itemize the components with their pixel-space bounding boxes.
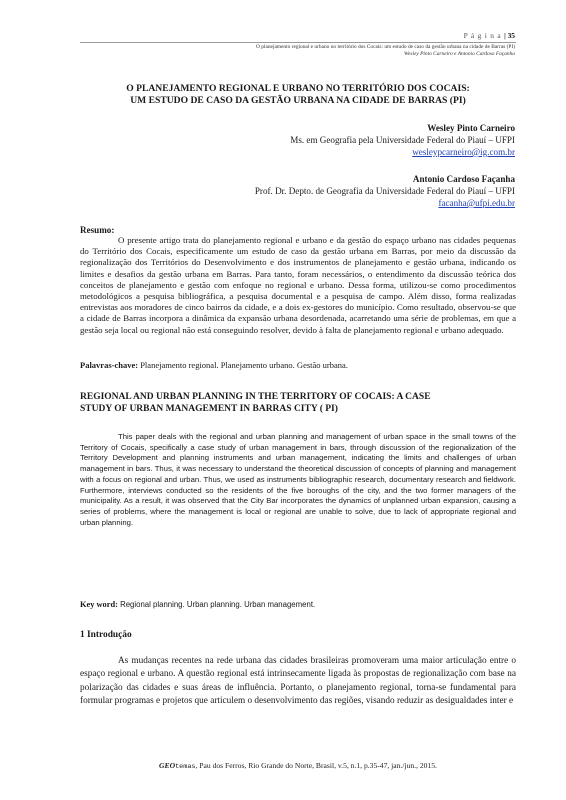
keywords-en (80, 600, 516, 609)
author-block-2 (255, 174, 515, 210)
resumo-label: Resumo: (80, 225, 115, 235)
title-en-line-2: STUDY OF URBAN MANAGEMENT IN BARRAS CITY ( PI) (80, 404, 338, 415)
article-title-en (80, 391, 516, 415)
article-title-pt (80, 83, 516, 108)
keywords-en-label: Key word: (80, 600, 118, 609)
resumo-section (80, 225, 516, 336)
introduction-heading: 1 Introdução (80, 630, 132, 640)
palavras-chave (80, 360, 516, 371)
running-title: O planejamento regional e urbano no território dos Cocais: um estudo de caso da gestão urbana na cidade de Barras (PI) (256, 44, 515, 50)
author-name: Wesley Pinto Carneiro (427, 123, 515, 133)
author-block-1 (290, 123, 515, 159)
page-footer (80, 761, 516, 771)
journal-name-geo: GEO (159, 761, 176, 770)
keywords-en-text: Regional planning. Urban planning. Urban management. (120, 600, 316, 609)
author-email-link[interactable]: facanha@ufpi.edu.br (438, 197, 515, 208)
journal-name-temas: temas (175, 763, 196, 771)
resumo-text: O presente artigo trata do planejamento regional e urbano e da gestão do espaço urbano nas cidades pequenas do Território dos Cocais, especificamente um estudo de caso da gestão urbana em Barras, por meio da discussão da regionalização dos Territórios do Desenvolvimento e dos instrumentos de planejamento e gestão urbana, indicando os limites e desafios da gestão urbana em Barras. Para tanto, foram necessários, o entendimento da discussão teórica dos conceitos de planejamento e gestão com enfoque no regional e urbano. Dessa forma, utilizou-se como procedimentos metodológicos a pesquisa bibliográfica, a pesquisa documental e a pesquisa de campo. Além disso, forma realizadas entrevistas aos moradores de cinco bairros da cidade, e a dois ex-gestores do município. Como resultado, observou-se que a cidade de Barras incorpora a dinâmica da expansão urbana desordenada, acarretando uma série de problemas, em que a gestão seja local ou regional não está conseguindo resolver, devido à falta de planejamento regional e urbano adequado. (80, 235, 516, 335)
abstract-en-text: This paper deals with the regional and urban planning and management of urban space in the small towns of the Territory of Cocais, specifically a case study of urban management in bars, through discussion of the regionalization of the Territory Development and planning instruments and urban management, indicating the limits and challenges of urban management in bars. Thus, it was necessary to understand the theoretical discussion of concepts of planning and management with a focus on regional and urban. Thus, we used as instruments bibliographic research, documentary research and fieldwork. Furthermore, interviews conducted so the residents of the five boroughs of the city, and the two former managers of the municipality. As a result, it was observed that the City Bar incorporates the dynamics of unplanned urban expansion, causing a series of problems, where the management is local or regional are unable to solve, due to lack of appropriate regional and urban planning. (80, 432, 516, 527)
author-affiliation: Ms. em Geografia pela Universidade Federal do Piauí – UFPI (290, 134, 515, 145)
running-authors: Wesley Pinto Carneiro e Antonio Cardoso Façanha (404, 51, 515, 57)
header-rule (80, 42, 516, 43)
introduction-text: As mudanças recentes na rede urbana das cidades brasileiras promoveram uma maior articulação entre o espaço regional e urbano. A questão regional está intrinsecamente ligada às propostas de regionalização com base na polarização das cidades e suas áreas de influência. Portanto, o planejamento regional, torna-se fundamental para formular programas e projetos que articulem o desenvolvimento das regiões, visando reduzir as desigualdades inter e (80, 656, 516, 706)
title-pt-line-1: O PLANEJAMENTO REGIONAL E URBANO NO TERRITÓRIO DOS COCAIS: (126, 83, 470, 94)
author-affiliation: Prof. Dr. Depto. de Geografia da Universidade Federal do Piauí – UFPI (254, 185, 515, 196)
palavras-chave-label: Palavras-chave: (80, 360, 139, 370)
author-name: Antonio Cardoso Façanha (412, 174, 515, 184)
title-pt-line-2: UM ESTUDO DE CASO DA GESTÃO URBANA NA CIDADE DE BARRAS (PI) (130, 95, 466, 107)
page-word: P á g i n a (463, 31, 502, 40)
page-number: | 35 (504, 31, 515, 40)
title-en-line-1: REGIONAL AND URBAN PLANNING IN THE TERRITORY OF COCAIS: A CASE (80, 392, 431, 402)
palavras-chave-text: Planejamento regional. Planejamento urbano. Gestão urbana. (140, 360, 348, 370)
author-email-link[interactable]: wesleypcarneiro@ig.com.br (412, 146, 515, 157)
footer-citation: , Pau dos Ferros, Rio Grande do Norte, Brasil, v.5, n.1, p.35-47, jan./jun., 2015. (195, 761, 437, 770)
page-number-header (464, 31, 515, 40)
